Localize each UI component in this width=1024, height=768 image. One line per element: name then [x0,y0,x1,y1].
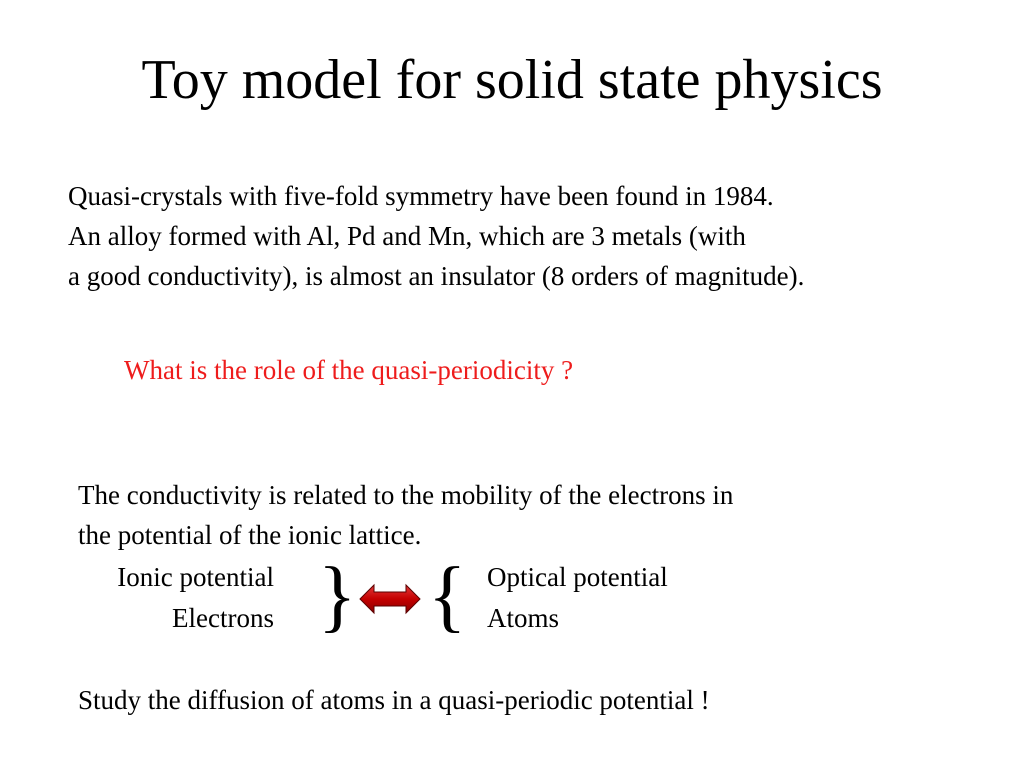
conclusion-text: Study the diffusion of atoms in a quasi-periodic potential ! [78,685,710,715]
analogy-right-atoms: Atoms [487,603,560,633]
intro-line: Quasi-crystals with five-fold symmetry have been found in 1984. [68,181,774,211]
analogy-right-optical-potential: Optical potential [487,562,668,592]
question-text: What is the role of the quasi-periodicity ? [124,355,574,385]
intro-line: a good conductivity), is almost an insulator (8 orders of magnitude). [68,261,805,291]
analogy-left-ionic-potential: Ionic potential [117,562,274,592]
conductivity-paragraph [78,475,733,555]
closing-brace-icon: } [318,552,357,640]
intro-line: An alloy formed with Al, Pd and Mn, which are 3 metals (with [68,221,746,251]
intro-paragraph [68,176,804,296]
conductivity-line: The conductivity is related to the mobility of the electrons in [78,480,734,510]
opening-brace-icon: { [428,552,467,640]
analogy-left-electrons: Electrons [172,603,274,633]
double-arrow-icon [359,583,421,615]
conductivity-line: the potential of the ionic lattice. [78,520,422,550]
slide-title: Toy model for solid state physics [141,49,883,111]
